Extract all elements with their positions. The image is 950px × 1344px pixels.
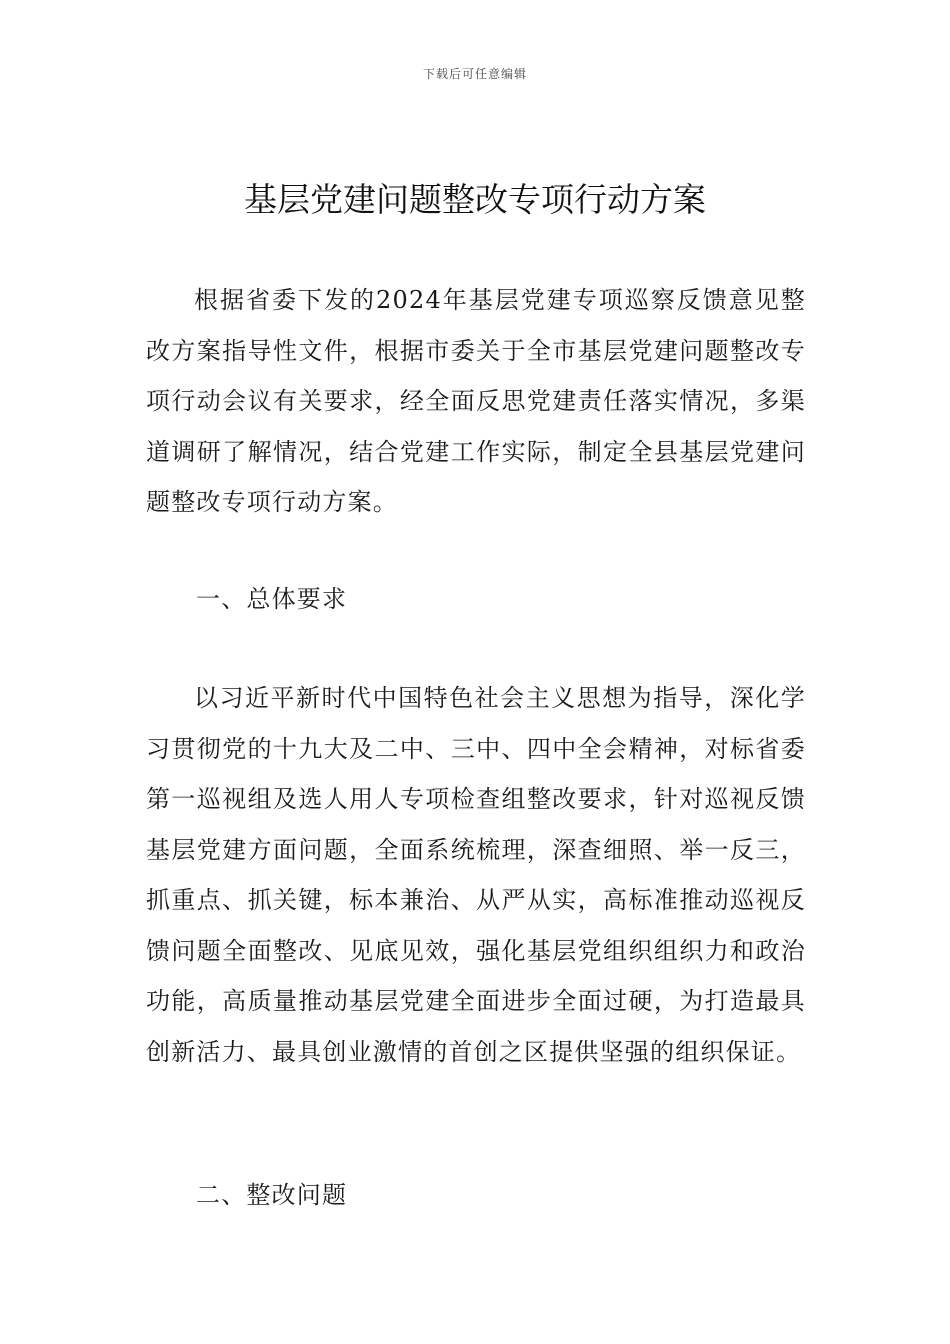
section-heading-rectification-issues: 二、整改问题 xyxy=(196,1181,348,1209)
overall-requirements-paragraph: 以习近平新时代中国特色社会主义思想为指导，深化学习贯彻党的十九大及二中、三中、四中全会精神，对标省委第一巡视组及选人用人专项检查组整改要求，针对巡视反馈基层党建方面问题，全面系统梳理，深查细照、举一反三，抓重点、抓关键，标本兼治、从严从实，高标准推动巡视反馈问题全面整改、见底见效，强化基层党组织组织力和政治功能，高质量推动基层党建全面进步全面过硬，为打造最具创新活力、最具创业激情的首创之区提供坚强的组织保证。 xyxy=(146,684,806,1066)
document-title: 基层党建问题整改专项行动方案 xyxy=(244,180,706,219)
section-heading-overall-requirements: 一、总体要求 xyxy=(196,585,348,613)
intro-paragraph: 根据省委下发的2024年基层党建专项巡察反馈意见整改方案指导性文件，根据市委关于全市基层党建问题整改专项行动会议有关要求，经全面反思党建责任落实情况，多渠道调研了解情况，结合党建工作实际，制定全县基层党建问题整改专项行动方案。 xyxy=(146,286,806,516)
header-note: 下载后可任意编辑 xyxy=(422,67,527,81)
